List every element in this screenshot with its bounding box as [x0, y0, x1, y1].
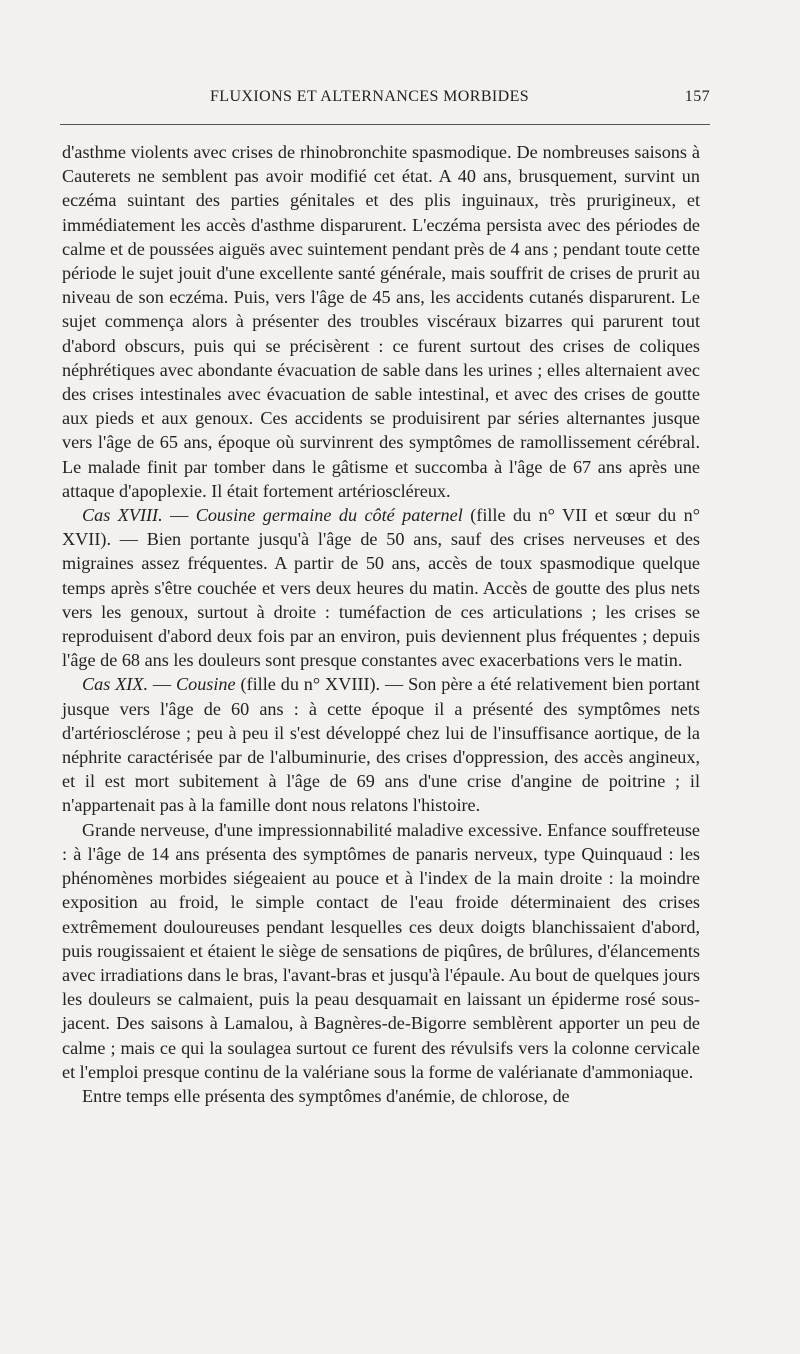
- body-text: [62, 140, 700, 1108]
- case-19-label: Cas XIX.: [82, 674, 149, 695]
- paragraph-case-19: [62, 672, 700, 817]
- paragraph-4: Grande nerveuse, d'une impressionnabilité maladive excessive. Enfance souffreteuse : à l'âge de 14 ans présenta des symptômes de panaris nerveux, type Quinquaud : les phénomènes morbides siégeaient au pouce et à l'index de la main droite : la moindre exposition au froid, le simple contact de l'eau froide déterminaient des crises extrêmement douloureuses pendant lesquelles ces deux doigts blanchissaient d'abord, puis rougissaient et étaient le siège de sensations de piqûres, de brûlures, d'élancements avec irradiations dans le bras, l'avant-bras et jusqu'à l'épaule. Au bout de quelques jours les douleurs se calmaient, puis la peau desquamait en laissant un épiderme rosé sous-jacent. Des saisons à Lamalou, à Bagnères-de-Bigorre semblèrent apporter un peu de calme ; mais ce qui la soulagea surtout ce furent des révulsifs vers la colonne cervicale et l'emploi presque continu de la valériane sous la forme de valérianate d'ammoniaque.: [62, 819, 700, 1082]
- paragraph-case-18: [62, 503, 700, 672]
- case-19-subject: Cousine: [175, 674, 236, 695]
- running-header: [62, 88, 710, 114]
- paragraph-5: Entre temps elle présenta des symptômes d'anémie, de chlorose, de: [82, 1085, 570, 1106]
- case-19-text: (fille du n° XVIII). — Son père a été relativement bien portant jusque vers l'âge de 60 ans : à cette époque il a présenté des symptômes nets d'artériosclérose ; peu à peu il s'est développé chez lui de l'insuffisance aortique, de la néphrite caractérisée par de l'albuminurie, des crises d'oppression, des accès angineux, et il est mort subitement à l'âge de 69 ans d'une crise d'angine de poitrine ; il n'appartenait pas à la famille dont nous relatons l'histoire.: [62, 674, 700, 816]
- case-19-dash: —: [148, 674, 176, 695]
- case-18-dash: —: [162, 505, 196, 526]
- paragraph-1: d'asthme violents avec crises de rhinobronchite spasmodique. De nombreuses saisons à Cauterets ne semblent pas avoir modifié cet état. A 40 ans, brusquement, survint un eczéma suintant des parties génitales et des plis inguinaux, très prurigineux, et immédiatement les accès d'asthme disparurent. L'eczéma persista avec des périodes de calme et de poussées aiguës avec suintement pendant près de 4 ans ; pendant toute cette période le sujet jouit d'une excellente santé générale, mais souffrit de crises de prurit au niveau de son eczéma. Puis, vers l'âge de 45 ans, les accidents cutanés disparurent. Le sujet commença alors à présenter des troubles viscéraux bizarres qui parurent tout d'abord obscurs, puis qui se précisèrent : ce furent surtout des crises de coliques néphrétiques avec abondante évacuation de sable dans les urines ; elles alternaient avec des crises intestinales avec évacuation de sable intestinal, et avec des crises de goutte aux pieds et aux genoux. Ces accidents se produisirent par séries alternantes jusque vers l'âge de 65 ans, époque où survinrent des symptômes de ramollissement cérébral. Le malade finit par tomber dans le gâtisme et succomba à l'âge de 67 ans après une attaque d'apoplexie. Il était fortement artérioscléreux.: [62, 142, 700, 501]
- page-number: 157: [684, 88, 710, 105]
- case-18-subject: Cousine germaine du côté paternel: [195, 505, 463, 526]
- case-18-label: Cas XVIII.: [82, 505, 163, 526]
- header-title: FLUXIONS ET ALTERNANCES MORBIDES: [210, 88, 530, 105]
- case-18-text: (fille du n° VII et sœur du n° XVII). — Bien portante jusqu'à l'âge de 50 ans, sauf des crises nerveuses et des migraines assez fréquentes. A partir de 50 ans, accès de toux spasmodique quelque temps après s'être couchée et vers deux heures du matin. Accès de goutte des plus nets vers les genoux, surtout à droite : tuméfaction de ces articulations ; les crises se reproduisent d'abord deux fois par an environ, puis deviennent plus fréquentes ; depuis l'âge de 68 ans les douleurs sont presque constantes avec exacerbations vers le matin.: [62, 505, 700, 671]
- header-rule: [60, 124, 710, 125]
